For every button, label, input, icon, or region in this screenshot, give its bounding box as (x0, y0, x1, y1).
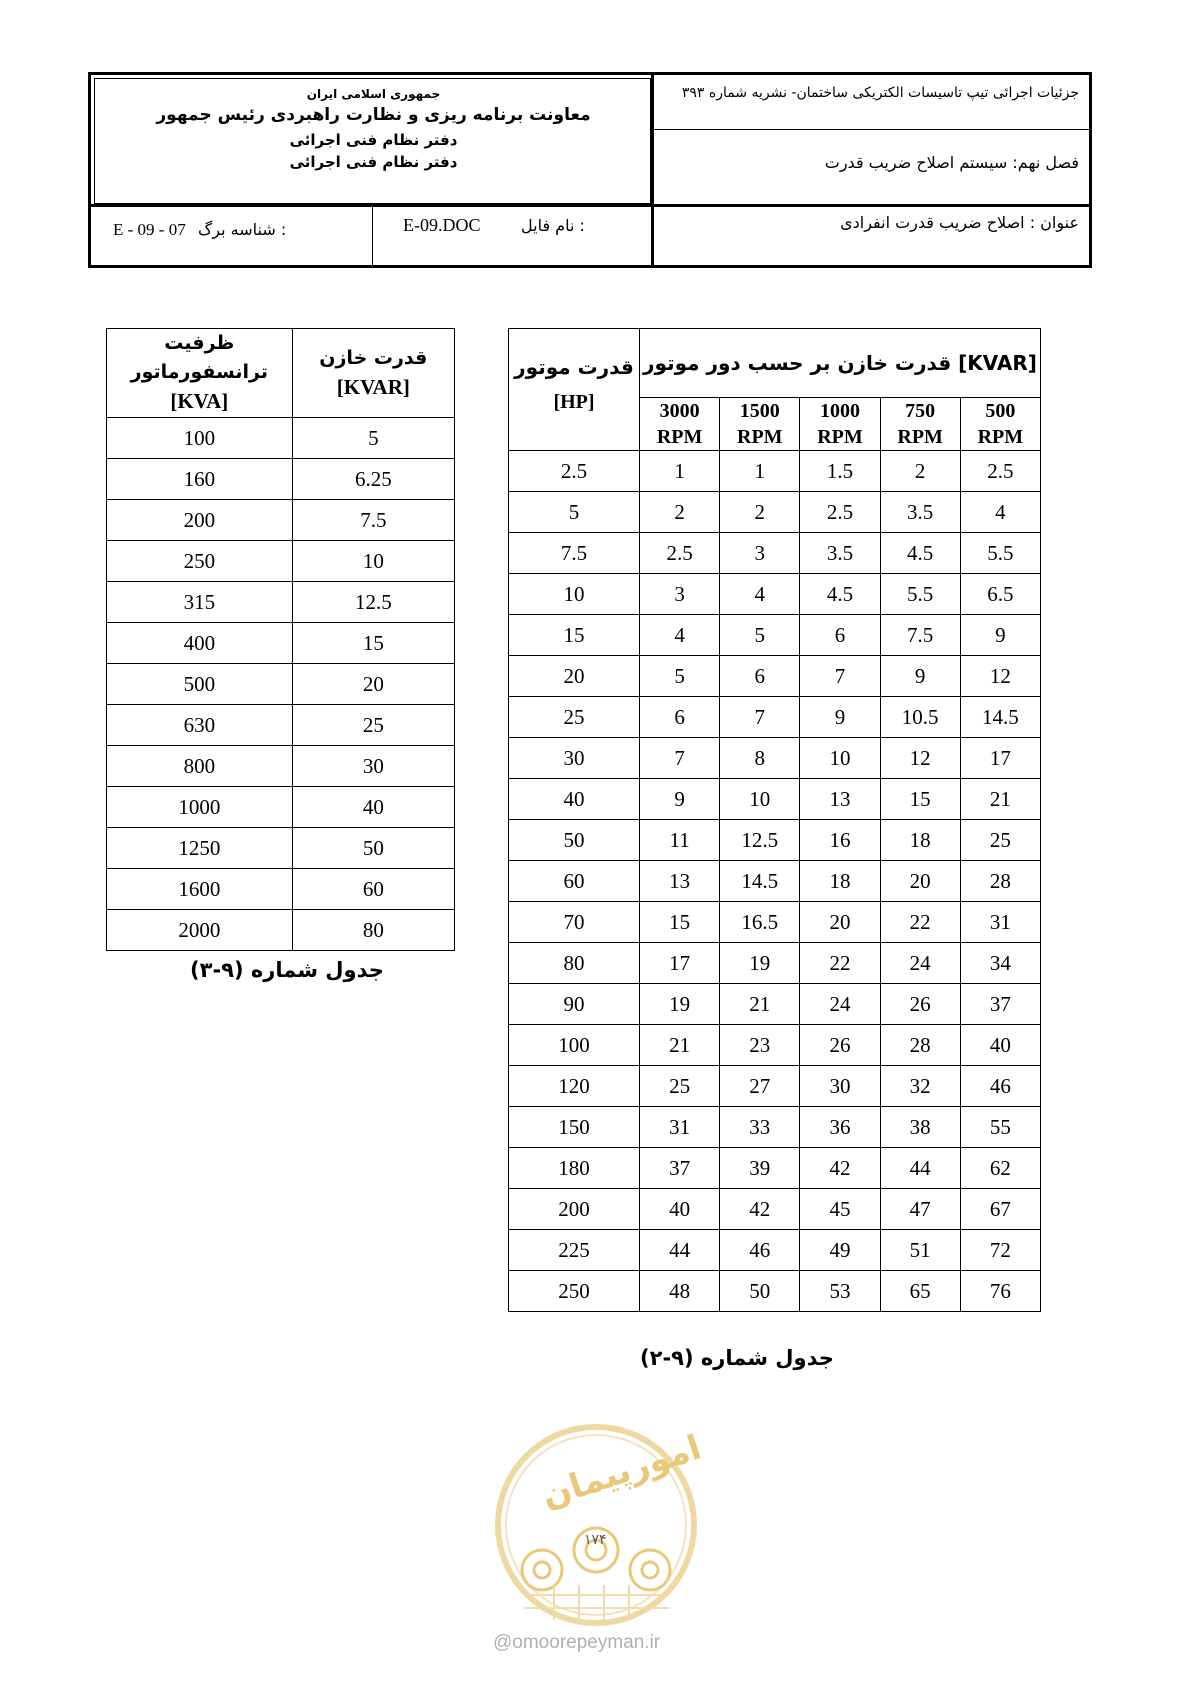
cell-capacitor-kvar: 44 (880, 1148, 960, 1189)
header-unit: [KVAR] (336, 374, 410, 399)
cell-capacitor-kvar: 4 (720, 574, 800, 615)
header-divider-bottom (372, 207, 373, 265)
table-row (509, 779, 1041, 820)
cell-capacitor-kvar: 32 (880, 1066, 960, 1107)
cell-motor-hp: 90 (509, 984, 640, 1025)
cell-capacitor-kvar: 2.5 (640, 533, 720, 574)
cell-capacitor-kvar: 50 (292, 828, 454, 869)
cell-motor-hp: 120 (509, 1066, 640, 1107)
rpm-value: 1000 (819, 400, 860, 422)
header-motor-power (509, 329, 640, 451)
cell-capacitor-kvar: 12 (880, 738, 960, 779)
cell-capacitor-kvar: 28 (880, 1025, 960, 1066)
file-name-label: نام فایل : (521, 216, 585, 235)
cell-capacitor-kvar: 20 (880, 861, 960, 902)
watermark-brand: امورپیمان (536, 1427, 706, 1517)
cell-transformer-kva: 2000 (107, 910, 293, 951)
cell-capacitor-kvar: 12.5 (720, 820, 800, 861)
table-row (509, 1066, 1041, 1107)
cell-capacitor-kvar: 21 (960, 779, 1040, 820)
cell-capacitor-kvar: 6 (720, 656, 800, 697)
cell-capacitor-kvar: 16 (800, 820, 880, 861)
cell-transformer-kva: 500 (107, 664, 293, 705)
header-rpm (720, 398, 800, 451)
organization-box (94, 78, 651, 204)
cell-capacitor-kvar: 20 (292, 664, 454, 705)
cell-capacitor-kvar: 48 (640, 1271, 720, 1312)
rpm-value: 3000 (659, 400, 700, 422)
header-label: ظرفیت ترانسفورماتور (130, 332, 268, 383)
header-rpm (880, 398, 960, 451)
cell-motor-hp: 30 (509, 738, 640, 779)
cell-capacitor-kvar: 4 (960, 492, 1040, 533)
cell-capacitor-kvar: 16.5 (720, 902, 800, 943)
cell-capacitor-kvar: 1.5 (800, 451, 880, 492)
cell-capacitor-kvar: 7.5 (880, 615, 960, 656)
cell-transformer-kva: 200 (107, 500, 293, 541)
table-row (509, 1271, 1041, 1312)
cell-capacitor-kvar: 2 (640, 492, 720, 533)
cell-capacitor-kvar: 11 (640, 820, 720, 861)
rpm-unit: RPM (977, 426, 1024, 448)
cell-capacitor-kvar: 13 (800, 779, 880, 820)
cell-capacitor-kvar: 80 (292, 910, 454, 951)
cell-transformer-kva: 100 (107, 418, 293, 459)
watermark-logo (484, 1420, 709, 1635)
cell-capacitor-kvar: 4.5 (800, 574, 880, 615)
table-row (509, 1025, 1041, 1066)
cell-capacitor-kvar: 15 (292, 623, 454, 664)
cell-motor-hp: 150 (509, 1107, 640, 1148)
cell-capacitor-kvar: 27 (720, 1066, 800, 1107)
cell-capacitor-kvar: 42 (720, 1189, 800, 1230)
cell-capacitor-kvar: 33 (720, 1107, 800, 1148)
cell-capacitor-kvar: 26 (800, 1025, 880, 1066)
cell-capacitor-kvar: 5.5 (960, 533, 1040, 574)
cell-capacitor-kvar: 31 (960, 902, 1040, 943)
cell-capacitor-kvar: 46 (960, 1066, 1040, 1107)
cell-capacitor-kvar: 6 (640, 697, 720, 738)
table-row (509, 984, 1041, 1025)
table-row (107, 828, 455, 869)
table-row (107, 664, 455, 705)
sheet-id-value: E - 09 - 07 (113, 220, 186, 239)
cell-capacitor-kvar: 4 (640, 615, 720, 656)
cell-capacitor-kvar: 17 (640, 943, 720, 984)
cell-capacitor-kvar: 15 (880, 779, 960, 820)
cell-capacitor-kvar: 34 (960, 943, 1040, 984)
rpm-unit: RPM (737, 426, 783, 448)
table-row (107, 910, 455, 951)
cell-capacitor-kvar: 25 (960, 820, 1040, 861)
cell-capacitor-kvar: 53 (800, 1271, 880, 1312)
cell-capacitor-kvar: 28 (960, 861, 1040, 902)
cell-capacitor-kvar: 5.5 (880, 574, 960, 615)
header-label: قدرت خازن (319, 346, 428, 369)
cell-capacitor-kvar: 38 (880, 1107, 960, 1148)
page-title: عنوان : اصلاح ضریب قدرت انفرادی (840, 213, 1079, 232)
cell-capacitor-kvar: 36 (800, 1107, 880, 1148)
table-row (107, 541, 455, 582)
table-row (509, 697, 1041, 738)
file-name-field (403, 215, 585, 236)
cell-transformer-kva: 1000 (107, 787, 293, 828)
table-row (509, 861, 1041, 902)
cell-capacitor-kvar: 19 (720, 943, 800, 984)
cell-capacitor-kvar: 9 (800, 697, 880, 738)
table-row (509, 1189, 1041, 1230)
cell-capacitor-kvar: 40 (640, 1189, 720, 1230)
rpm-unit: RPM (656, 426, 703, 448)
cell-capacitor-kvar: 4.5 (880, 533, 960, 574)
cell-capacitor-kvar: 24 (880, 943, 960, 984)
sheet-id-label: شناسه برگ : (197, 220, 287, 239)
page-number: ۱۷۴ (584, 1532, 607, 1548)
table-row (107, 459, 455, 500)
cell-capacitor-kvar: 42 (800, 1148, 880, 1189)
cell-capacitor-kvar: 1 (640, 451, 720, 492)
cell-capacitor-kvar: 37 (640, 1148, 720, 1189)
cell-capacitor-kvar: 9 (880, 656, 960, 697)
cell-capacitor-kvar: 3 (720, 533, 800, 574)
cell-capacitor-kvar: 14.5 (960, 697, 1040, 738)
cell-capacitor-kvar: 30 (800, 1066, 880, 1107)
header-label: قدرت موتور (514, 355, 634, 379)
header-divider-horizontal (91, 204, 1089, 207)
cell-capacitor-kvar: 13 (640, 861, 720, 902)
cell-capacitor-kvar: 10 (292, 541, 454, 582)
cell-capacitor-kvar: 40 (292, 787, 454, 828)
cell-transformer-kva: 1600 (107, 869, 293, 910)
cell-capacitor-kvar: 51 (880, 1230, 960, 1271)
cell-capacitor-kvar: 50 (720, 1271, 800, 1312)
cell-capacitor-kvar: 19 (640, 984, 720, 1025)
cell-capacitor-kvar: 7 (720, 697, 800, 738)
table-row (107, 746, 455, 787)
cell-transformer-kva: 160 (107, 459, 293, 500)
cell-motor-hp: 10 (509, 574, 640, 615)
table-9-3-caption: جدول شماره (۹-۳) (190, 958, 384, 982)
cell-capacitor-kvar: 37 (960, 984, 1040, 1025)
cell-capacitor-kvar: 7.5 (292, 500, 454, 541)
cell-capacitor-kvar: 12 (960, 656, 1040, 697)
cell-capacitor-kvar: 17 (960, 738, 1040, 779)
cell-capacitor-kvar: 9 (960, 615, 1040, 656)
cell-capacitor-kvar: 44 (640, 1230, 720, 1271)
table-9-2-caption: جدول شماره (۹-۲) (640, 1346, 834, 1370)
cell-motor-hp: 20 (509, 656, 640, 697)
cell-capacitor-kvar: 3 (640, 574, 720, 615)
cell-capacitor-kvar: 8 (720, 738, 800, 779)
cell-capacitor-kvar: 10 (800, 738, 880, 779)
cell-capacitor-kvar: 25 (640, 1066, 720, 1107)
table-row (509, 1107, 1041, 1148)
cell-capacitor-kvar: 9 (640, 779, 720, 820)
table-row (107, 705, 455, 746)
cell-motor-hp: 5 (509, 492, 640, 533)
cell-capacitor-kvar: 25 (292, 705, 454, 746)
rpm-value: 500 (985, 400, 1016, 422)
cell-capacitor-kvar: 18 (800, 861, 880, 902)
cell-motor-hp: 25 (509, 697, 640, 738)
table-row (107, 787, 455, 828)
cell-capacitor-kvar: 76 (960, 1271, 1040, 1312)
cell-motor-hp: 100 (509, 1025, 640, 1066)
header-capacitor-by-rpm: قدرت خازن بر حسب دور موتور [KVAR] (640, 329, 1041, 398)
cell-capacitor-kvar: 60 (292, 869, 454, 910)
table-9-2 (508, 328, 1041, 1312)
cell-motor-hp: 7.5 (509, 533, 640, 574)
cell-motor-hp: 2.5 (509, 451, 640, 492)
publication-title: جزئیات اجرائی تیپ تاسیسات الکتریکی ساختمان- نشریه شماره ۳۹۳ (681, 85, 1079, 101)
table-row (509, 943, 1041, 984)
cell-capacitor-kvar: 1 (720, 451, 800, 492)
cell-capacitor-kvar: 62 (960, 1148, 1040, 1189)
org-line-4: دفتر نظام فنی اجرائی (289, 153, 458, 171)
cell-capacitor-kvar: 26 (880, 984, 960, 1025)
header-rpm (800, 398, 880, 451)
table-row (107, 623, 455, 664)
cell-capacitor-kvar: 55 (960, 1107, 1040, 1148)
table-9-3 (106, 328, 455, 951)
cell-capacitor-kvar: 24 (800, 984, 880, 1025)
header-divider-right (654, 129, 1089, 130)
header-unit: [KVA] (170, 389, 229, 413)
cell-motor-hp: 70 (509, 902, 640, 943)
cell-capacitor-kvar: 2 (720, 492, 800, 533)
cell-transformer-kva: 800 (107, 746, 293, 787)
cell-motor-hp: 15 (509, 615, 640, 656)
cell-capacitor-kvar: 40 (960, 1025, 1040, 1066)
table-row (509, 656, 1041, 697)
cell-capacitor-kvar: 47 (880, 1189, 960, 1230)
org-line-3: دفتر نظام فنی اجرائی (289, 131, 458, 149)
header-divider-vertical (651, 75, 654, 265)
cell-capacitor-kvar: 39 (720, 1148, 800, 1189)
cell-capacitor-kvar: 2.5 (800, 492, 880, 533)
chapter-title: فصل نهم: سیستم اصلاح ضریب قدرت (824, 153, 1079, 172)
cell-capacitor-kvar: 22 (800, 943, 880, 984)
cell-transformer-kva: 630 (107, 705, 293, 746)
table-row (509, 451, 1041, 492)
cell-transformer-kva: 315 (107, 582, 293, 623)
cell-motor-hp: 40 (509, 779, 640, 820)
header-capacitor-power (292, 329, 454, 418)
cell-capacitor-kvar: 23 (720, 1025, 800, 1066)
cell-motor-hp: 60 (509, 861, 640, 902)
cell-capacitor-kvar: 15 (640, 902, 720, 943)
org-line-2: معاونت برنامه ریزی و نظارت راهبردی رئیس جمهور (156, 105, 591, 125)
cell-capacitor-kvar: 10 (720, 779, 800, 820)
cell-transformer-kva: 250 (107, 541, 293, 582)
table-row (509, 1230, 1041, 1271)
cell-capacitor-kvar: 6.5 (960, 574, 1040, 615)
cell-motor-hp: 50 (509, 820, 640, 861)
table-row (509, 1148, 1041, 1189)
cell-capacitor-kvar: 10.5 (880, 697, 960, 738)
cell-motor-hp: 250 (509, 1271, 640, 1312)
table-row (509, 738, 1041, 779)
cell-capacitor-kvar: 5 (292, 418, 454, 459)
header-unit: [HP] (553, 391, 595, 413)
cell-capacitor-kvar: 3.5 (800, 533, 880, 574)
table-row (107, 582, 455, 623)
cell-capacitor-kvar: 31 (640, 1107, 720, 1148)
table-row (107, 869, 455, 910)
cell-capacitor-kvar: 5 (720, 615, 800, 656)
table-header-row (107, 329, 455, 418)
cell-capacitor-kvar: 12.5 (292, 582, 454, 623)
rpm-value: 750 (905, 400, 936, 422)
table-row (509, 492, 1041, 533)
table-row (509, 615, 1041, 656)
cell-capacitor-kvar: 65 (880, 1271, 960, 1312)
header-rpm (640, 398, 720, 451)
cell-motor-hp: 200 (509, 1189, 640, 1230)
cell-capacitor-kvar: 72 (960, 1230, 1040, 1271)
header-transformer-capacity (107, 329, 293, 418)
cell-capacitor-kvar: 67 (960, 1189, 1040, 1230)
cell-capacitor-kvar: 22 (880, 902, 960, 943)
cell-capacitor-kvar: 30 (292, 746, 454, 787)
table-header-row (509, 329, 1041, 398)
rpm-unit: RPM (897, 426, 943, 448)
cell-capacitor-kvar: 6 (800, 615, 880, 656)
cell-capacitor-kvar: 2.5 (960, 451, 1040, 492)
cell-capacitor-kvar: 14.5 (720, 861, 800, 902)
watermark-url: @omoorepeyman.ir (493, 1632, 661, 1653)
cell-capacitor-kvar: 49 (800, 1230, 880, 1271)
file-name-value: E-09.DOC (403, 215, 481, 235)
table-row (509, 820, 1041, 861)
cell-transformer-kva: 400 (107, 623, 293, 664)
cell-motor-hp: 225 (509, 1230, 640, 1271)
cell-capacitor-kvar: 2 (880, 451, 960, 492)
rpm-value: 1500 (739, 400, 780, 422)
table-row (509, 902, 1041, 943)
rpm-unit: RPM (817, 426, 863, 448)
table-row (509, 574, 1041, 615)
cell-capacitor-kvar: 7 (640, 738, 720, 779)
table-row (107, 418, 455, 459)
cell-motor-hp: 180 (509, 1148, 640, 1189)
cell-capacitor-kvar: 46 (720, 1230, 800, 1271)
cell-motor-hp: 80 (509, 943, 640, 984)
cell-capacitor-kvar: 45 (800, 1189, 880, 1230)
cell-capacitor-kvar: 21 (640, 1025, 720, 1066)
cell-capacitor-kvar: 18 (880, 820, 960, 861)
cell-capacitor-kvar: 5 (640, 656, 720, 697)
cell-transformer-kva: 1250 (107, 828, 293, 869)
table-row (107, 500, 455, 541)
header-rpm (960, 398, 1040, 451)
cell-capacitor-kvar: 3.5 (880, 492, 960, 533)
cell-capacitor-kvar: 6.25 (292, 459, 454, 500)
cell-capacitor-kvar: 7 (800, 656, 880, 697)
document-header (88, 72, 1092, 268)
sheet-id-field (113, 220, 286, 240)
cell-capacitor-kvar: 20 (800, 902, 880, 943)
org-line-1: جمهوری اسلامی ایران (306, 87, 441, 101)
cell-capacitor-kvar: 21 (720, 984, 800, 1025)
table-row (509, 533, 1041, 574)
